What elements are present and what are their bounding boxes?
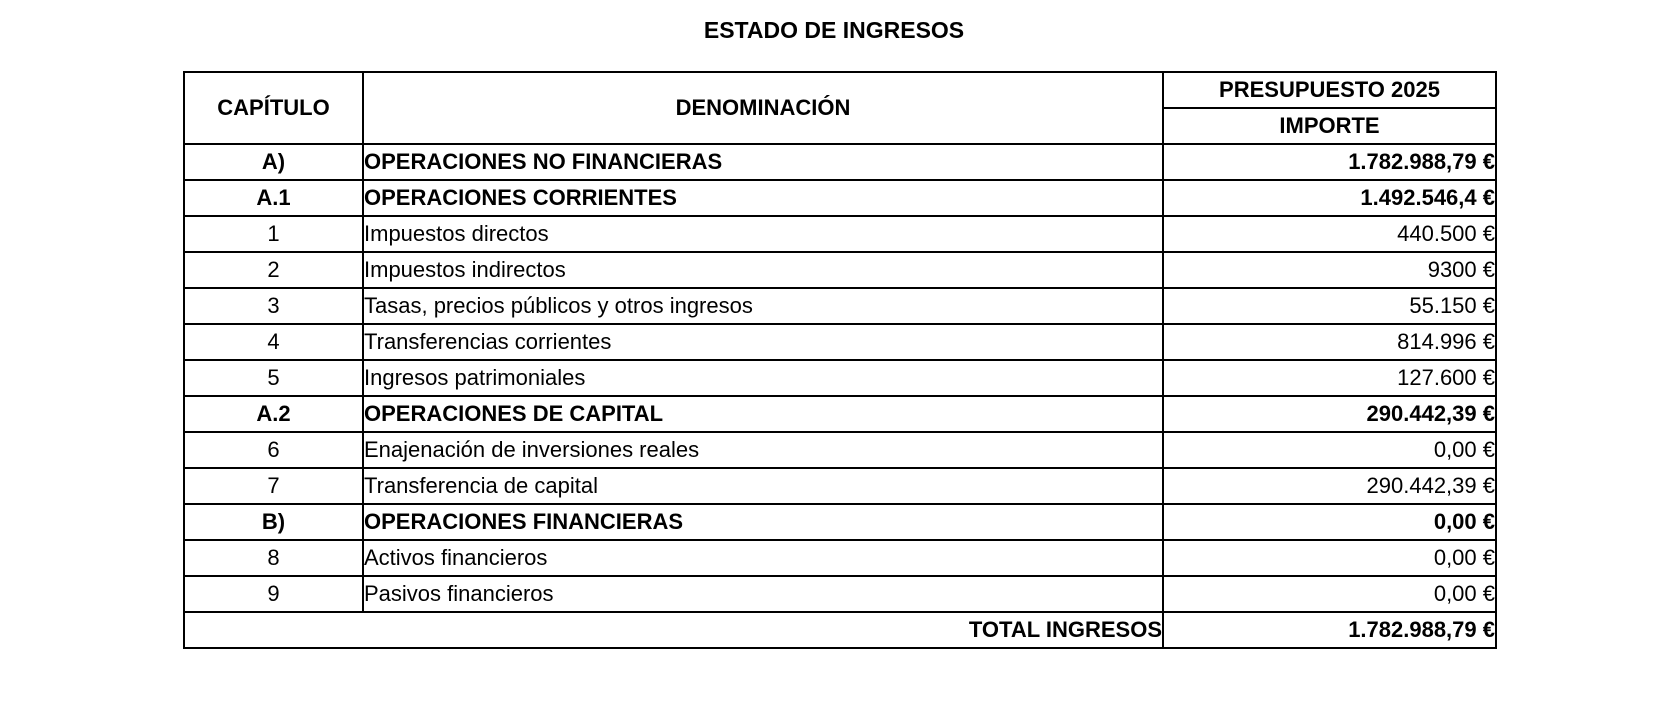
cell-importe: 127.600 € — [1163, 360, 1496, 396]
cell-importe: 1.492.546,4 € — [1163, 180, 1496, 216]
cell-denominacion: Ingresos patrimoniales — [363, 360, 1163, 396]
table-row — [184, 144, 1496, 180]
header-presupuesto: PRESUPUESTO 2025 — [1163, 72, 1496, 108]
cell-capitulo: 9 — [184, 576, 363, 612]
header-capitulo: CAPÍTULO — [184, 72, 363, 144]
table-row — [184, 432, 1496, 468]
cell-denominacion: OPERACIONES FINANCIERAS — [363, 504, 1163, 540]
cell-importe: 1.782.988,79 € — [1163, 144, 1496, 180]
cell-importe: 814.996 € — [1163, 324, 1496, 360]
cell-capitulo: 8 — [184, 540, 363, 576]
cell-denominacion: Enajenación de inversiones reales — [363, 432, 1163, 468]
table-row — [184, 504, 1496, 540]
cell-capitulo: 6 — [184, 432, 363, 468]
table-row — [184, 396, 1496, 432]
header-importe: IMPORTE — [1163, 108, 1496, 144]
cell-denominacion: Impuestos indirectos — [363, 252, 1163, 288]
cell-denominacion: OPERACIONES CORRIENTES — [363, 180, 1163, 216]
header-denominacion: DENOMINACIÓN — [363, 72, 1163, 144]
cell-denominacion: Impuestos directos — [363, 216, 1163, 252]
cell-importe: 0,00 € — [1163, 504, 1496, 540]
cell-capitulo: A) — [184, 144, 363, 180]
header-row — [184, 72, 1496, 108]
document-title: ESTADO DE INGRESOS — [703, 17, 965, 43]
cell-capitulo: A.2 — [184, 396, 363, 432]
table-row — [184, 468, 1496, 504]
cell-denominacion: OPERACIONES NO FINANCIERAS — [363, 144, 1163, 180]
cell-capitulo: 3 — [184, 288, 363, 324]
cell-capitulo: B) — [184, 504, 363, 540]
cell-denominacion: Transferencia de capital — [363, 468, 1163, 504]
table-row — [184, 540, 1496, 576]
cell-capitulo: A.1 — [184, 180, 363, 216]
cell-importe: 0,00 € — [1163, 576, 1496, 612]
total-importe: 1.782.988,79 € — [1163, 612, 1496, 648]
table-row — [184, 324, 1496, 360]
cell-importe: 55.150 € — [1163, 288, 1496, 324]
table-row — [184, 288, 1496, 324]
cell-denominacion: Tasas, precios públicos y otros ingresos — [363, 288, 1163, 324]
income-budget-table — [183, 71, 1497, 649]
cell-importe: 9300 € — [1163, 252, 1496, 288]
cell-importe: 290.442,39 € — [1163, 468, 1496, 504]
table-row — [184, 576, 1496, 612]
cell-capitulo: 7 — [184, 468, 363, 504]
total-row — [184, 612, 1496, 648]
cell-importe: 440.500 € — [1163, 216, 1496, 252]
table-row — [184, 216, 1496, 252]
cell-denominacion: Pasivos financieros — [363, 576, 1163, 612]
cell-capitulo: 1 — [184, 216, 363, 252]
total-label: TOTAL INGRESOS — [184, 612, 1163, 648]
table-body — [184, 144, 1496, 612]
cell-importe: 290.442,39 € — [1163, 396, 1496, 432]
cell-importe: 0,00 € — [1163, 540, 1496, 576]
cell-denominacion: Transferencias corrientes — [363, 324, 1163, 360]
table-row — [184, 252, 1496, 288]
table-row — [184, 360, 1496, 396]
cell-capitulo: 2 — [184, 252, 363, 288]
table-row — [184, 180, 1496, 216]
cell-denominacion: OPERACIONES DE CAPITAL — [363, 396, 1163, 432]
cell-denominacion: Activos financieros — [363, 540, 1163, 576]
cell-importe: 0,00 € — [1163, 432, 1496, 468]
cell-capitulo: 5 — [184, 360, 363, 396]
cell-capitulo: 4 — [184, 324, 363, 360]
